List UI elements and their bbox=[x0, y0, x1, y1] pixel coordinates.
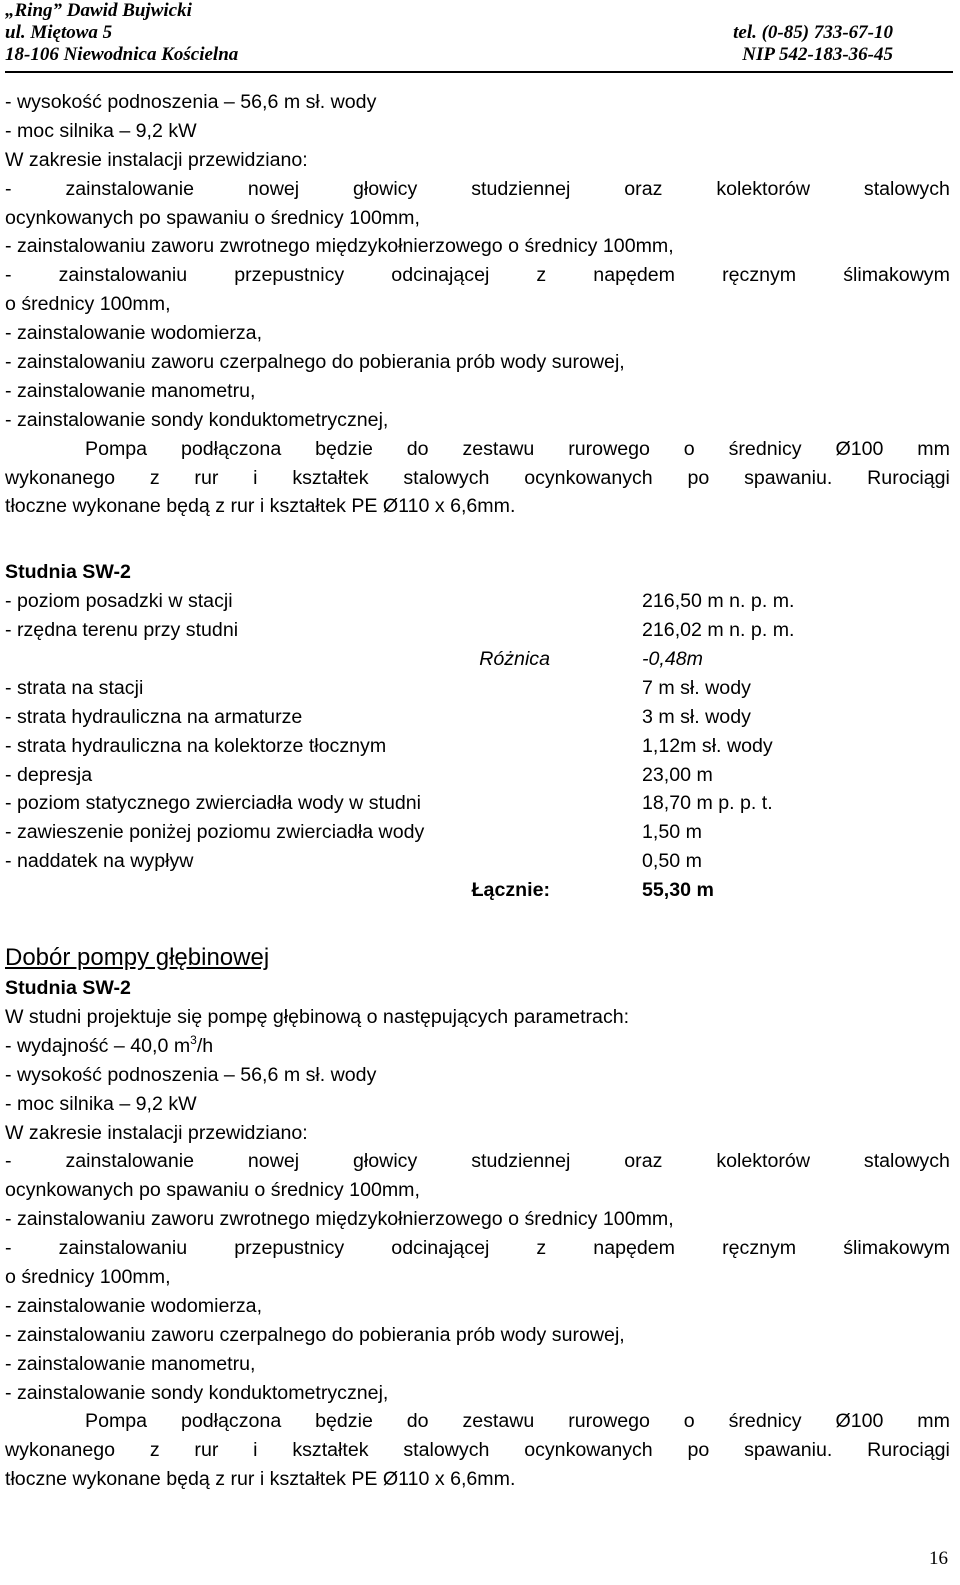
word: średnicy bbox=[728, 437, 802, 460]
pump-pipe-line bbox=[5, 1407, 950, 1436]
word: podłączona bbox=[180, 1410, 282, 1433]
word: kształtek bbox=[292, 1439, 369, 1462]
lift-height-line: - wysokość podnoszenia – 56,6 m sł. wody bbox=[5, 91, 377, 113]
company-city: 18-106 Niewodnica Kościelna bbox=[5, 44, 239, 65]
flow-superscript: 3 bbox=[190, 1032, 197, 1047]
header-row-2 bbox=[5, 22, 953, 44]
pump-scope-item-water-meter: - zainstalowanie wodomierza, bbox=[5, 1294, 263, 1317]
calc-row-value: 216,02 m n. p. m. bbox=[642, 619, 795, 642]
word: oraz bbox=[624, 177, 663, 200]
word: napędem bbox=[593, 1237, 676, 1260]
calc-row-value: 3 m sł. wody bbox=[642, 705, 751, 728]
word: zestawu bbox=[462, 437, 535, 460]
total-value: 55,30 m bbox=[642, 879, 714, 902]
pump-section-subtitle: Studnia SW-2 bbox=[5, 977, 131, 1000]
calc-row-value: 7 m sł. wody bbox=[642, 676, 751, 699]
word: stalowych bbox=[403, 1439, 490, 1462]
calc-row-value: 1,12m sł. wody bbox=[642, 734, 773, 757]
pump-scope-item-check-valve: - zainstalowaniu zaworu zwrotnego międzykołnierzowego o średnicy 100mm, bbox=[5, 1208, 674, 1231]
pump-connection-line-3: tłoczne wykonane będą z rur i kształtek PE Ø110 x 6,6mm. bbox=[5, 495, 516, 518]
calc-row-label: - naddatek na wypływ bbox=[5, 850, 194, 873]
calc-row bbox=[5, 732, 950, 761]
word: Pompa bbox=[85, 437, 148, 460]
word: wykonanego bbox=[5, 1439, 116, 1462]
word: stalowych bbox=[863, 1150, 950, 1173]
pump-scope-item-wellhead-cont: ocynkowanych po spawaniu o średnicy 100mm, bbox=[5, 1179, 420, 1202]
page-number: 16 bbox=[929, 1548, 948, 1569]
word: mm bbox=[917, 1410, 950, 1433]
flow-prefix: - wydajność – 40,0 m bbox=[5, 1034, 191, 1057]
word: będzie bbox=[315, 437, 373, 460]
difference-label: Różnica bbox=[479, 648, 550, 671]
word: zainstalowanie bbox=[65, 1150, 194, 1173]
calc-row bbox=[5, 674, 950, 703]
calc-row-label: - zawieszenie poniżej poziomu zwierciadła wody bbox=[5, 821, 425, 844]
pump-connection-line-2 bbox=[5, 464, 950, 493]
calc-row bbox=[5, 847, 950, 876]
header-divider bbox=[5, 71, 953, 73]
pump-connection-line bbox=[5, 435, 950, 464]
calc-row-label: - poziom statycznego zwierciadła wody w studni bbox=[5, 792, 422, 815]
word: wykonanego bbox=[5, 466, 116, 489]
word: rur bbox=[194, 1439, 219, 1462]
calc-row-value: 0,50 m bbox=[642, 850, 702, 873]
scope-item-probe: - zainstalowanie sondy konduktometrycznej, bbox=[5, 408, 389, 431]
word: Rurociągi bbox=[867, 1439, 950, 1462]
scope-item-throttle-cont: o średnicy 100mm, bbox=[5, 293, 171, 316]
word: Ø100 bbox=[835, 1410, 884, 1433]
word: stalowych bbox=[403, 466, 490, 489]
calc-row-label: - strata hydrauliczna na kolektorze tłocznym bbox=[5, 734, 387, 757]
word: do bbox=[406, 437, 429, 460]
word: odcinającej bbox=[391, 1237, 490, 1260]
calc-total-row bbox=[5, 876, 950, 905]
calc-row bbox=[5, 587, 950, 616]
pump-scope-intro-line: W zakresie instalacji przewidziano: bbox=[5, 1121, 308, 1144]
calc-row bbox=[5, 818, 950, 847]
page-header bbox=[5, 0, 953, 66]
word: spawaniu. bbox=[744, 1439, 833, 1462]
scope-item-manometer: - zainstalowanie manometru, bbox=[5, 379, 256, 402]
word: głowicy bbox=[353, 1150, 418, 1173]
calc-row-value: 1,50 m bbox=[642, 821, 702, 844]
document-body bbox=[5, 88, 950, 1494]
pump-scope-item-throttle-cont: o średnicy 100mm, bbox=[5, 1265, 171, 1288]
word: po bbox=[687, 1439, 710, 1462]
word: z bbox=[536, 1237, 547, 1260]
total-label: Łącznie: bbox=[471, 879, 550, 902]
word: ocynkowanych bbox=[524, 1439, 653, 1462]
pump-section-title: Dobór pompy głębinowej bbox=[5, 944, 270, 972]
word: Pompa bbox=[85, 1410, 148, 1433]
word: o bbox=[683, 1410, 695, 1433]
scope-item-water-meter: - zainstalowanie wodomierza, bbox=[5, 322, 263, 345]
word: średnicy bbox=[728, 1410, 802, 1433]
word: nowej bbox=[247, 1150, 300, 1173]
word: studziennej bbox=[471, 177, 571, 200]
scope-intro-line: W zakresie instalacji przewidziano: bbox=[5, 148, 308, 171]
word: zestawu bbox=[462, 1410, 535, 1433]
pump-lift-height-line: - wysokość podnoszenia – 56,6 m sł. wody bbox=[5, 1063, 377, 1086]
word: stalowych bbox=[863, 177, 950, 200]
word: z bbox=[536, 264, 547, 287]
pump-scope-item-throttle bbox=[5, 1234, 950, 1263]
word: ręcznym bbox=[722, 264, 797, 287]
pump-pipe-line-3: tłoczne wykonane będą z rur i kształtek PE Ø110 x 6,6mm. bbox=[5, 1468, 516, 1491]
word: Rurociągi bbox=[867, 466, 950, 489]
word: odcinającej bbox=[391, 264, 490, 287]
pump-intro-line: W studni projektuje się pompę głębinową o następujących parametrach: bbox=[5, 1005, 630, 1028]
word: - bbox=[5, 1150, 12, 1173]
word: do bbox=[406, 1410, 429, 1433]
word: studziennej bbox=[471, 1150, 571, 1173]
word: napędem bbox=[593, 264, 676, 287]
calc-row-value: 216,50 m n. p. m. bbox=[642, 590, 795, 613]
word: ślimakowym bbox=[843, 1237, 950, 1260]
word: i bbox=[253, 1439, 258, 1462]
calc-row-label: - rzędna terenu przy studni bbox=[5, 619, 239, 642]
calc-row-label: - strata hydrauliczna na armaturze bbox=[5, 705, 303, 728]
word: kolektorów bbox=[716, 177, 810, 200]
word: kolektorów bbox=[716, 1150, 810, 1173]
calc-row-label: - depresja bbox=[5, 763, 93, 786]
company-nip: NIP 542-183-36-45 bbox=[742, 44, 893, 65]
word: spawaniu. bbox=[744, 466, 833, 489]
word: i bbox=[253, 466, 258, 489]
scope-item-sampling-valve: - zainstalowaniu zaworu czerpalnego do pobierania prób wody surowej, bbox=[5, 351, 625, 374]
word: przepustnicy bbox=[234, 264, 345, 287]
pump-scope-item-manometer: - zainstalowanie manometru, bbox=[5, 1352, 256, 1375]
calc-row bbox=[5, 616, 950, 645]
word: podłączona bbox=[180, 437, 282, 460]
scope-item-wellhead bbox=[5, 175, 950, 204]
calc-row-value: 18,70 m p. p. t. bbox=[642, 792, 773, 815]
pump-pipe-line-2 bbox=[5, 1436, 950, 1465]
word: głowicy bbox=[353, 177, 418, 200]
motor-power-line: - moc silnika – 9,2 kW bbox=[5, 119, 197, 142]
company-street: ul. Miętowa 5 bbox=[5, 22, 113, 43]
word: - bbox=[5, 177, 12, 200]
word: ręcznym bbox=[722, 1237, 797, 1260]
word: oraz bbox=[624, 1150, 663, 1173]
word: Ø100 bbox=[835, 437, 884, 460]
word: - bbox=[5, 1237, 12, 1260]
word: mm bbox=[917, 437, 950, 460]
calc-title: Studnia SW-2 bbox=[5, 561, 131, 584]
scope-item-check-valve: - zainstalowaniu zaworu zwrotnego międzykołnierzowego o średnicy 100mm, bbox=[5, 235, 674, 258]
calc-row-label: - strata na stacji bbox=[5, 676, 144, 699]
word: - bbox=[5, 264, 12, 287]
word: przepustnicy bbox=[234, 1237, 345, 1260]
word: rurowego bbox=[568, 1410, 650, 1433]
flow-suffix: /h bbox=[196, 1034, 214, 1057]
pump-flow-line bbox=[5, 1032, 950, 1061]
word: o bbox=[683, 437, 695, 460]
calc-row bbox=[5, 789, 950, 818]
word: rur bbox=[194, 466, 219, 489]
word: z bbox=[149, 466, 160, 489]
word: po bbox=[687, 466, 710, 489]
difference-value: -0,48m bbox=[642, 648, 703, 671]
pump-scope-item-sampling-valve: - zainstalowaniu zaworu czerpalnego do pobierania prób wody surowej, bbox=[5, 1323, 625, 1346]
word: z bbox=[149, 1439, 160, 1462]
word: nowej bbox=[247, 177, 300, 200]
header-row-1 bbox=[5, 0, 953, 22]
pump-scope-item-probe: - zainstalowanie sondy konduktometrycznej, bbox=[5, 1381, 389, 1404]
header-row-3 bbox=[5, 44, 953, 66]
calc-row bbox=[5, 703, 950, 732]
word: będzie bbox=[315, 1410, 373, 1433]
pump-motor-power-line: - moc silnika – 9,2 kW bbox=[5, 1092, 197, 1115]
calc-rows-b bbox=[5, 674, 950, 876]
calc-row-value: 23,00 m bbox=[642, 763, 713, 786]
word: zainstalowaniu bbox=[58, 264, 188, 287]
pump-scope-item-wellhead bbox=[5, 1147, 950, 1176]
company-name: „Ring” Dawid Bujwicki bbox=[5, 0, 192, 21]
scope-item-wellhead-cont: ocynkowanych po spawaniu o średnicy 100mm, bbox=[5, 206, 420, 229]
word: zainstalowanie bbox=[65, 177, 194, 200]
word: zainstalowaniu bbox=[58, 1237, 188, 1260]
word: rurowego bbox=[568, 437, 650, 460]
calc-row-label: - poziom posadzki w stacji bbox=[5, 590, 233, 613]
word: kształtek bbox=[292, 466, 369, 489]
word: ślimakowym bbox=[843, 264, 950, 287]
calc-row bbox=[5, 761, 950, 790]
word: ocynkowanych bbox=[524, 466, 653, 489]
calc-rows-a bbox=[5, 587, 950, 645]
company-phone: tel. (0-85) 733-67-10 bbox=[733, 22, 893, 43]
calc-difference-row bbox=[5, 645, 950, 674]
scope-item-throttle bbox=[5, 261, 950, 290]
